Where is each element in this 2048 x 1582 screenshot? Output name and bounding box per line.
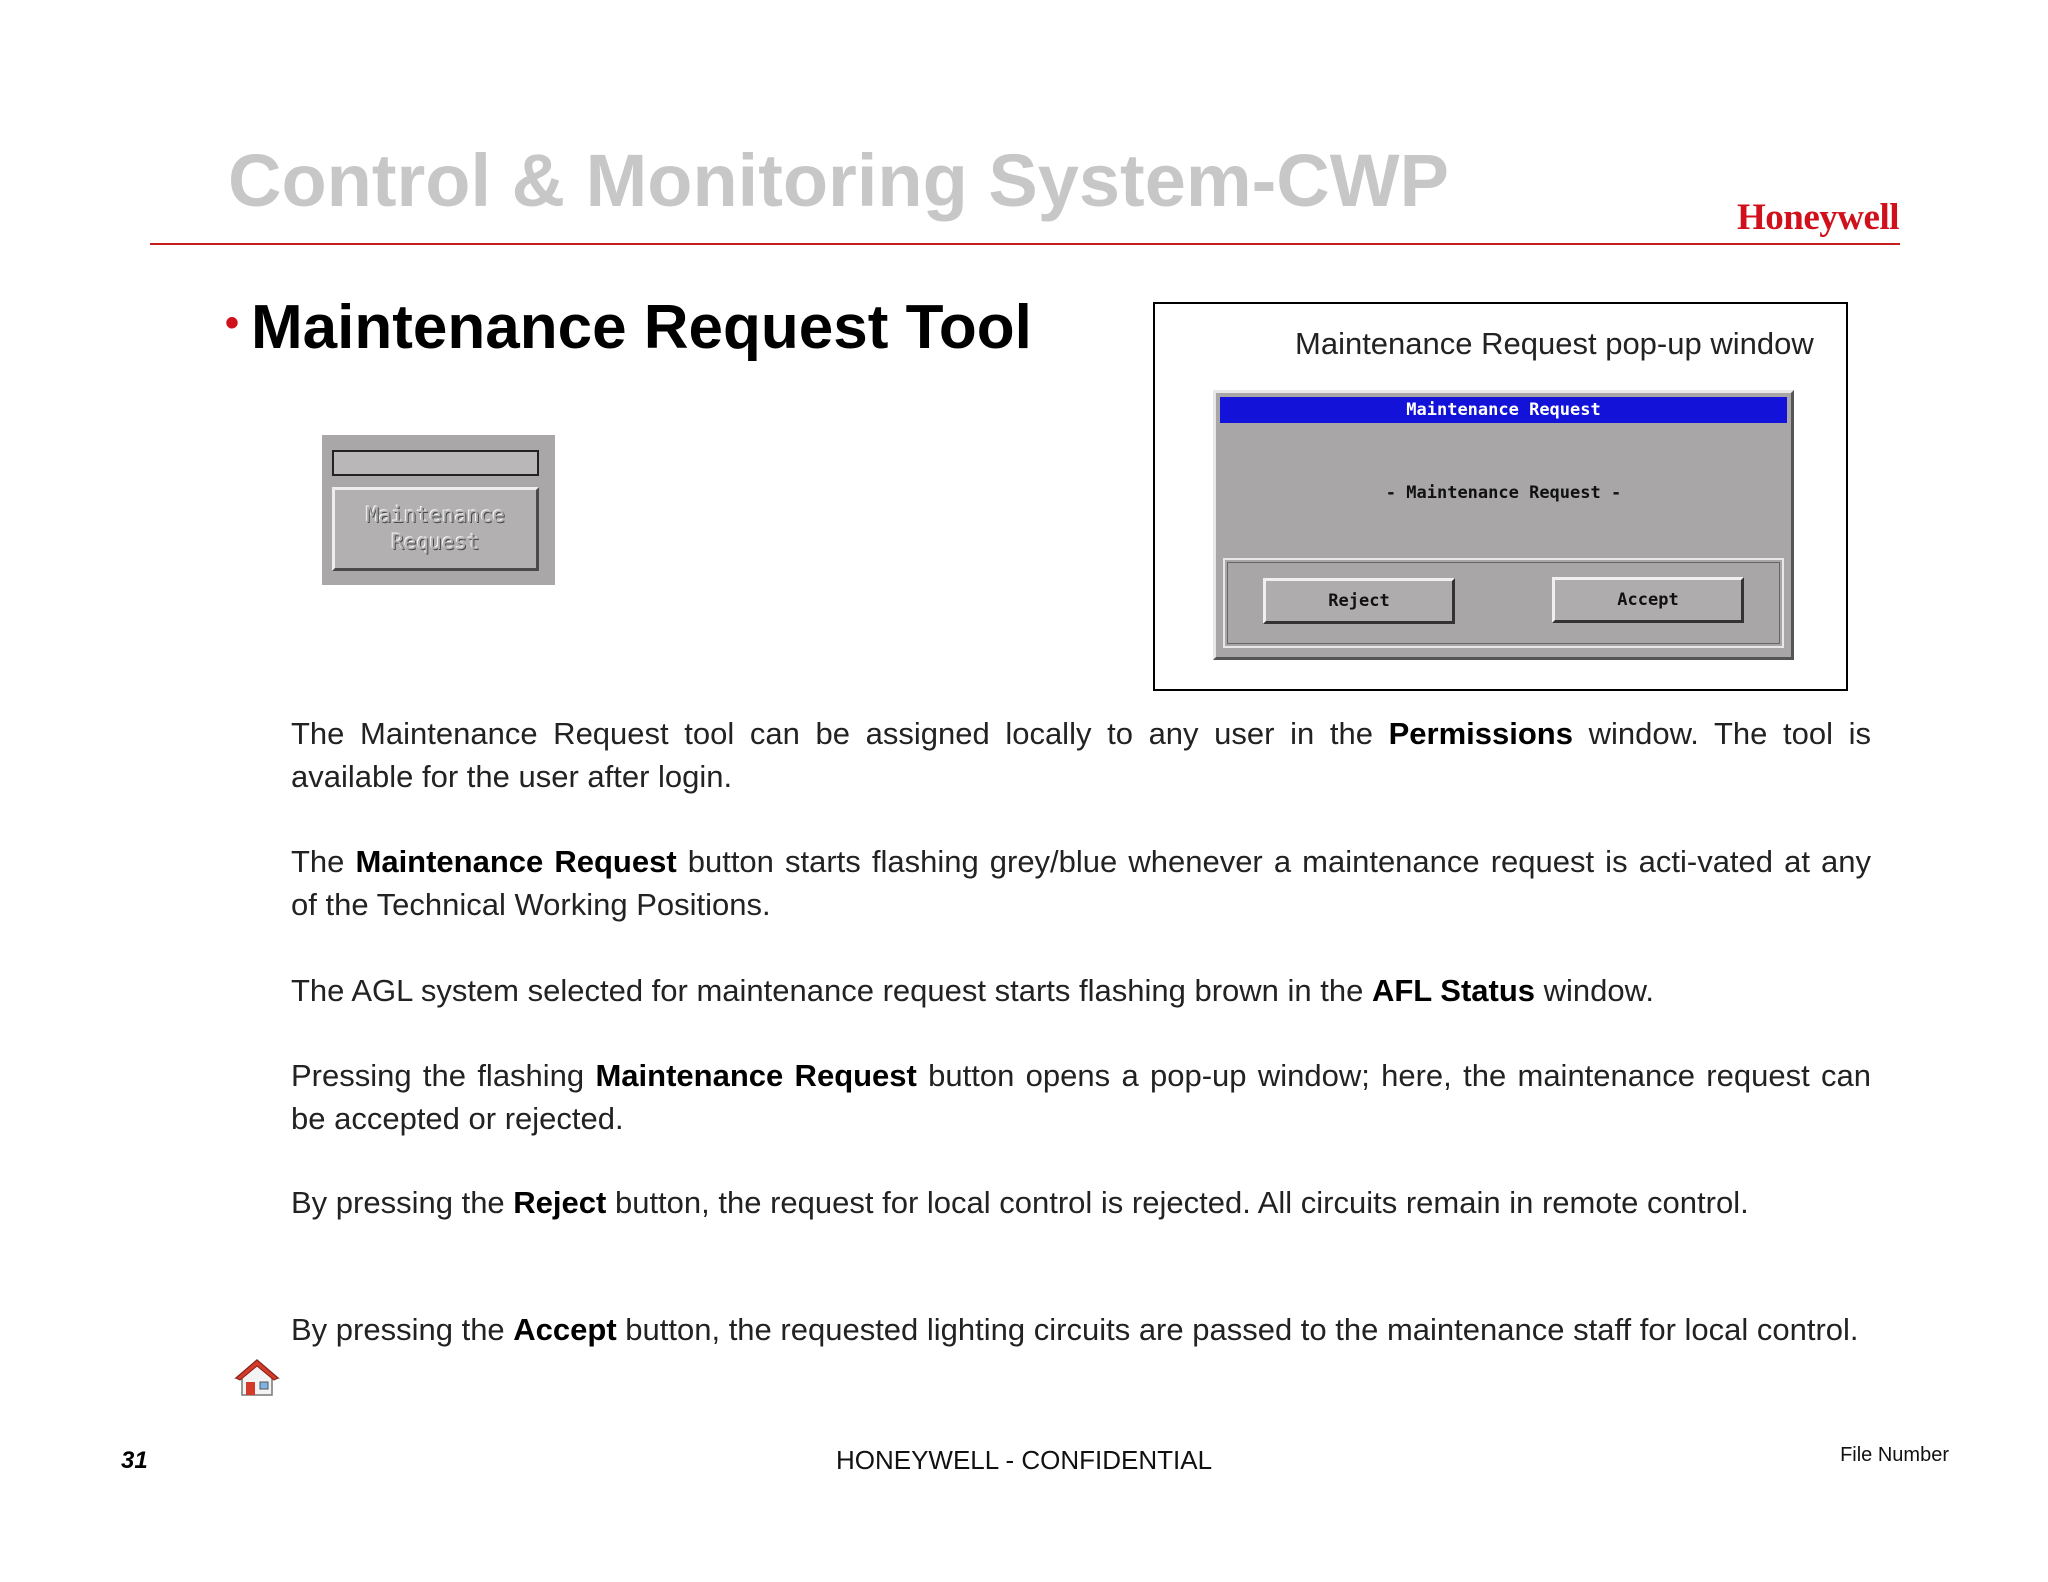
slide-title: Control & Monitoring System-CWP [228,139,1449,222]
p4-text-c: button opens a pop-up window; here, the maintenance request can be accepted or rejected. [291,1058,1871,1136]
home-icon[interactable] [234,1357,280,1397]
p4-bold: Maintenance Request [595,1058,917,1093]
p1-bold: Permissions [1388,716,1573,751]
maintenance-request-popup [1213,390,1794,660]
p1-text-a: The Maintenance Request tool can be assigned locally to any user in the [291,716,1389,751]
title-divider [150,243,1900,245]
popup-titlebar: Maintenance Request [1220,397,1787,423]
section-heading [225,292,1032,363]
bullet-icon: • [225,301,240,345]
page-number: 31 [121,1447,148,1474]
file-number: File Number [1840,1444,1949,1466]
popup-caption: Maintenance Request pop-up window [1295,326,1814,361]
p4-text-a: Pressing the flashing [291,1058,596,1093]
accept-button[interactable]: Accept [1552,577,1744,623]
p2-text-c: button starts flashing grey/blue whenever a maintenance request is acti-vated at any of the Technical Working Positions. [291,844,1871,922]
p5-text-a: By pressing the [291,1185,514,1220]
paragraph-reject [291,1181,1871,1224]
button-label-line1: Maintenance [365,503,506,527]
p6-bold: Accept [513,1312,617,1347]
popup-message: - Maintenance Request - [1385,483,1622,503]
maintenance-request-button[interactable] [332,487,539,571]
paragraph-flashing-button [291,840,1871,926]
paragraph-permissions [291,712,1871,798]
confidential-notice: HONEYWELL - CONFIDENTIAL [835,1445,1213,1475]
paragraph-accept [291,1308,1871,1351]
reject-button[interactable]: Reject [1263,578,1455,624]
section-heading-text: Maintenance Request Tool [251,293,1032,362]
honeywell-logo: Honeywell [1737,197,1899,238]
p1-text-c: window. The tool is available for the user after login. [291,716,1871,794]
maintenance-request-widget [322,435,555,585]
p2-text-a: The [291,844,356,879]
widget-status-bar [332,450,539,476]
p5-bold: Reject [513,1185,607,1220]
p2-bold: Maintenance Request [355,844,677,879]
button-label-line2: Request [391,530,480,554]
p6-text-a: By pressing the [291,1312,514,1347]
p3-text-a: The AGL system selected for maintenance request starts flashing brown in the [291,973,1372,1008]
p3-bold: AFL Status [1371,973,1536,1008]
p6-text-c: button, the requested lighting circuits are passed to the maintenance staff for local control. [616,1312,1859,1347]
popup-button-group [1223,558,1784,648]
p5-text-c: button, the request for local control is rejected. All circuits remain in remote control. [606,1185,1749,1220]
paragraph-popup [291,1054,1871,1140]
p3-text-c: window. [1535,973,1654,1008]
popup-illustration-frame [1153,302,1848,691]
paragraph-agl-system [291,969,1871,1012]
